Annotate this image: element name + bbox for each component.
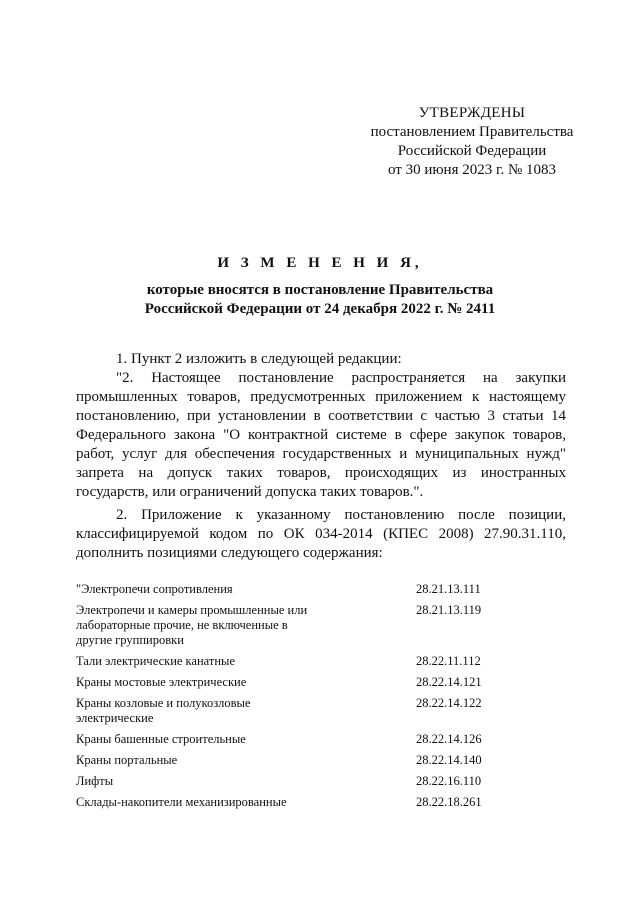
list-item: [76, 603, 576, 648]
document-body: [76, 350, 566, 563]
item-name: Склады-накопители механизированные: [76, 795, 287, 809]
list-item: [76, 732, 576, 747]
list-item: [76, 774, 576, 789]
list-item: [76, 654, 576, 669]
list-item: [76, 795, 576, 810]
list-item: [76, 753, 576, 768]
approval-line-2: Российской Федерации: [397, 143, 547, 159]
item-name: Лифты: [76, 774, 114, 788]
item-code: 28.22.16.110: [416, 774, 482, 788]
item-name: Тали электрические канатные: [76, 654, 235, 668]
item-code: 28.22.14.126: [416, 732, 482, 746]
item-name: Краны портальные: [76, 753, 178, 767]
item-code: 28.22.11.112: [416, 654, 481, 668]
item-name: Краны башенные строительные: [76, 732, 246, 746]
item-name: Электропечи и камеры промышленные или лабораторные прочие, не включенные в другие группировки: [76, 603, 308, 647]
approval-line-3: от 30 июня 2023 г. № 1083: [387, 162, 557, 178]
paragraph-1: 1. Пункт 2 изложить в следующей редакции:: [116, 351, 402, 367]
approval-line-1: постановлением Правительства: [370, 124, 574, 140]
positions-list: [76, 582, 576, 816]
approval-block: [352, 104, 592, 180]
list-item: [76, 582, 576, 597]
item-code: 28.21.13.119: [416, 603, 482, 617]
paragraph-2: "2. Настоящее постановление распространяется на закупки промышленных товаров, предусмотренных приложением к настоящему постановлению, при установлении в соответствии с частью 3 статьи 14 Федерального закона "О контрактной системе в сфере закупок товаров, работ, услуг для обеспечения государственных и муниципальных нужд" запрета на допуск таких товаров, происходящих из иностранных государств, или ограничений допуска таких товаров.".: [76, 370, 566, 500]
list-item: [76, 696, 576, 726]
item-code: 28.22.18.261: [416, 795, 482, 809]
item-code: 28.21.13.111: [416, 582, 481, 596]
list-item: [76, 675, 576, 690]
document-header: [60, 254, 580, 319]
document-subtitle-line-1: которые вносятся в постановление Правительства: [146, 282, 494, 298]
item-code: 28.22.14.140: [416, 753, 482, 767]
approval-title: УТВЕРЖДЕНЫ: [418, 105, 526, 121]
item-code: 28.22.14.121: [416, 675, 482, 689]
document-title: И З М Е Н Е Н И Я,: [217, 255, 423, 271]
item-name: Краны козловые и полукозловые электрические: [76, 696, 251, 725]
item-name: Краны мостовые электрические: [76, 675, 247, 689]
item-code: 28.22.14.122: [416, 696, 482, 710]
document-subtitle-line-2: Российской Федерации от 24 декабря 2022 г. № 2411: [144, 301, 496, 317]
item-name: "Электропечи сопротивления: [76, 582, 233, 596]
paragraph-3: 2. Приложение к указанному постановлению после позиции, классифицируемой кодом по ОК 034-2014 (КПЕС 2008) 27.90.31.110, дополнить позициями следующего содержания:: [76, 507, 566, 561]
